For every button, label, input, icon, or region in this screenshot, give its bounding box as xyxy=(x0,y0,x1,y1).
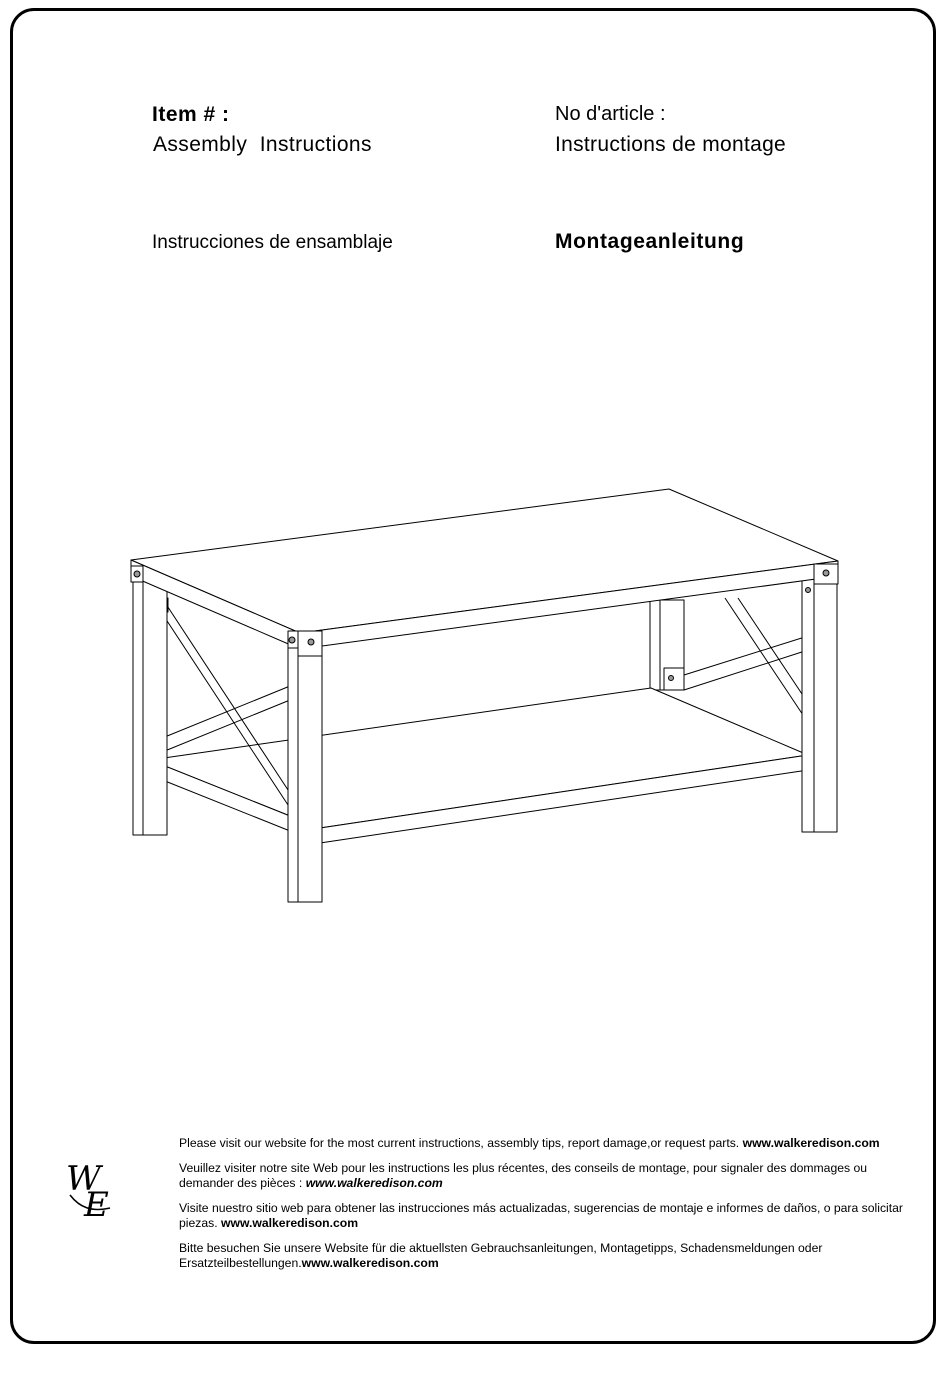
walker-edison-logo xyxy=(60,1150,130,1230)
svg-text:E: E xyxy=(84,1185,109,1225)
instrucciones-ensamblaje-title: Instrucciones de ensamblaje xyxy=(152,232,393,253)
footer-de-url[interactable]: www.walkeredison.com xyxy=(301,1256,439,1270)
footer-en-text: Please visit our website for the most current instructions, assembly tips, report damage,or request parts. xyxy=(179,1136,740,1150)
footer-de-text: Bitte besuchen Sie unsere Website für die aktuellsten Gebrauchsanleitungen, Montagetipps, Schadensmeldungen oder Ersatzteilbestellungen. xyxy=(179,1241,823,1270)
footer-fr-url[interactable]: www.walkeredison.com xyxy=(305,1176,443,1190)
assembly-instructions-title: Assembly Instructions xyxy=(153,133,372,156)
no-article-label: No d'article : xyxy=(555,103,666,125)
footer-de xyxy=(179,1241,919,1271)
coffee-table-icon xyxy=(131,489,838,902)
footer-fr xyxy=(179,1161,919,1191)
footer-es-text: Visite nuestro sitio web para obtener las instrucciones más actualizadas, sugerencias de montaje e informes de daños, o para solicitar piezas. xyxy=(179,1201,903,1230)
coffee-table-illustration xyxy=(120,480,850,910)
instructions-montage-title: Instructions de montage xyxy=(555,133,787,156)
footer-en xyxy=(179,1136,919,1151)
footer-es-url[interactable]: www.walkeredison.com xyxy=(221,1216,359,1230)
footer-en-url[interactable]: www.walkeredison.com xyxy=(742,1136,880,1150)
footer-text xyxy=(179,1136,919,1281)
svg-text:W: W xyxy=(66,1159,101,1199)
footer-es xyxy=(179,1201,919,1231)
footer-fr-text: Veuillez visiter notre site Web pour les instructions les plus récentes, des conseils de montage, pour signaler des dommages ou demander des pièces : xyxy=(179,1161,868,1190)
montageanleitung-title: Montageanleitung xyxy=(555,230,745,253)
item-number-label: Item # : xyxy=(152,103,230,126)
